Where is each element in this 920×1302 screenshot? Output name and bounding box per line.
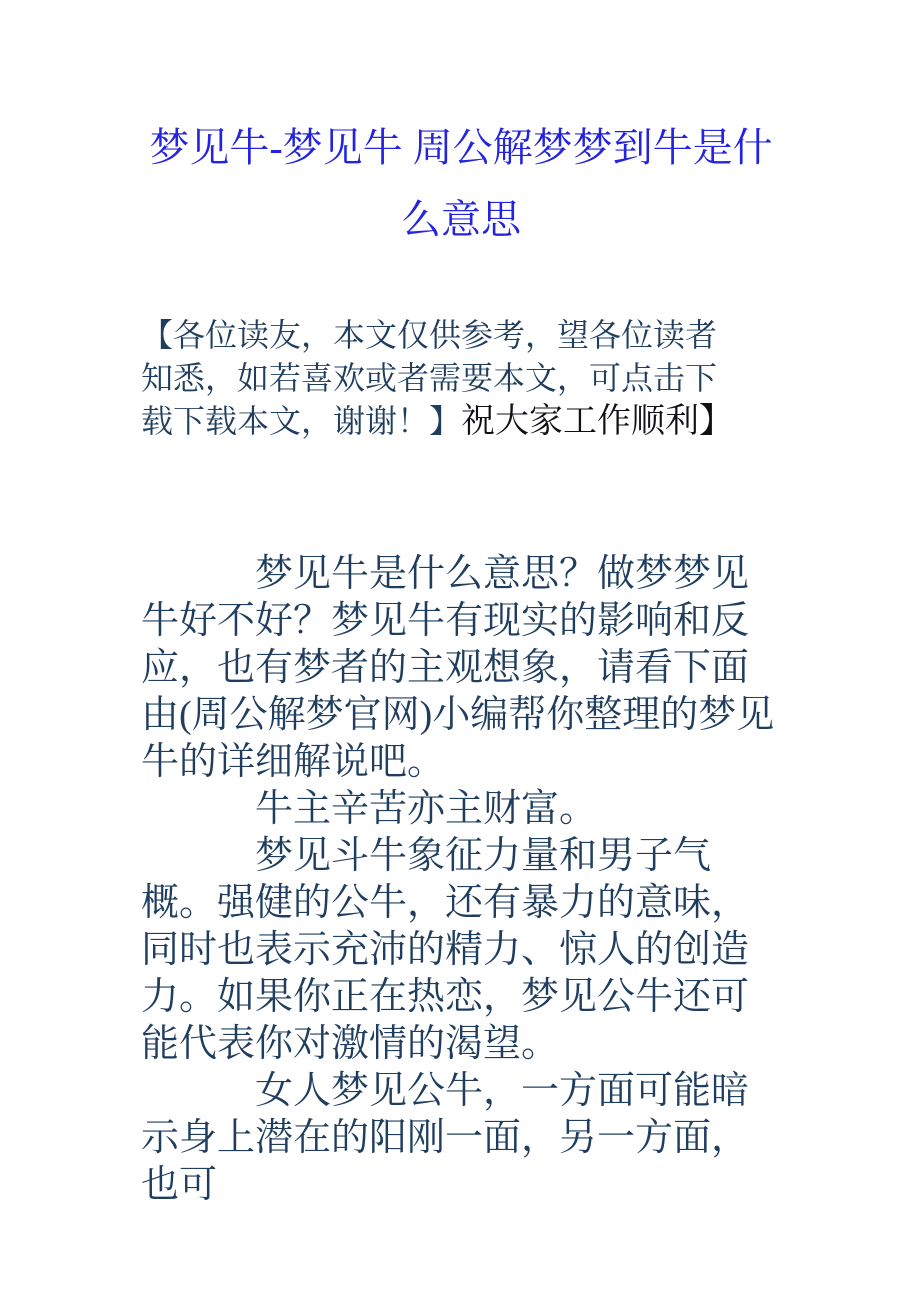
reader-notice-suffix: 祝大家工作顺利】 <box>461 403 734 440</box>
title-line-2: 么意思 <box>401 197 521 242</box>
reader-notice <box>141 314 741 443</box>
body-paragraph: 梦见斗牛象征力量和男子气概。强健的公牛，还有暴力的意味，同时也表示充沛的精力、惊人的创造力。如果你正在热恋，梦见公牛还可能代表你对激情的渴望。 <box>141 835 750 1065</box>
document-title <box>141 112 781 256</box>
body-paragraph: 梦见牛是什么意思？做梦梦见牛好不好？梦见牛有现实的影响和反应，也有梦者的主观想象，请看下面由(周公解梦官网)小编帮你整理的梦见牛的详细解说吧。 <box>141 553 775 783</box>
body-paragraph: 女人梦见公牛，一方面可能暗示身上潜在的阳刚一面，另一方面，也可 <box>141 1070 750 1206</box>
title-line-1: 梦见牛-梦见牛 周公解梦梦到牛是什 <box>149 125 773 170</box>
reader-notice-text: 【各位读友，本文仅供参考，望各位读者知悉，如若喜欢或者需要本文，可点击下载下载本文，谢谢！】 <box>141 317 718 439</box>
body-paragraph: 牛主辛苦亦主财富。 <box>255 788 598 830</box>
document-body <box>141 551 781 1209</box>
